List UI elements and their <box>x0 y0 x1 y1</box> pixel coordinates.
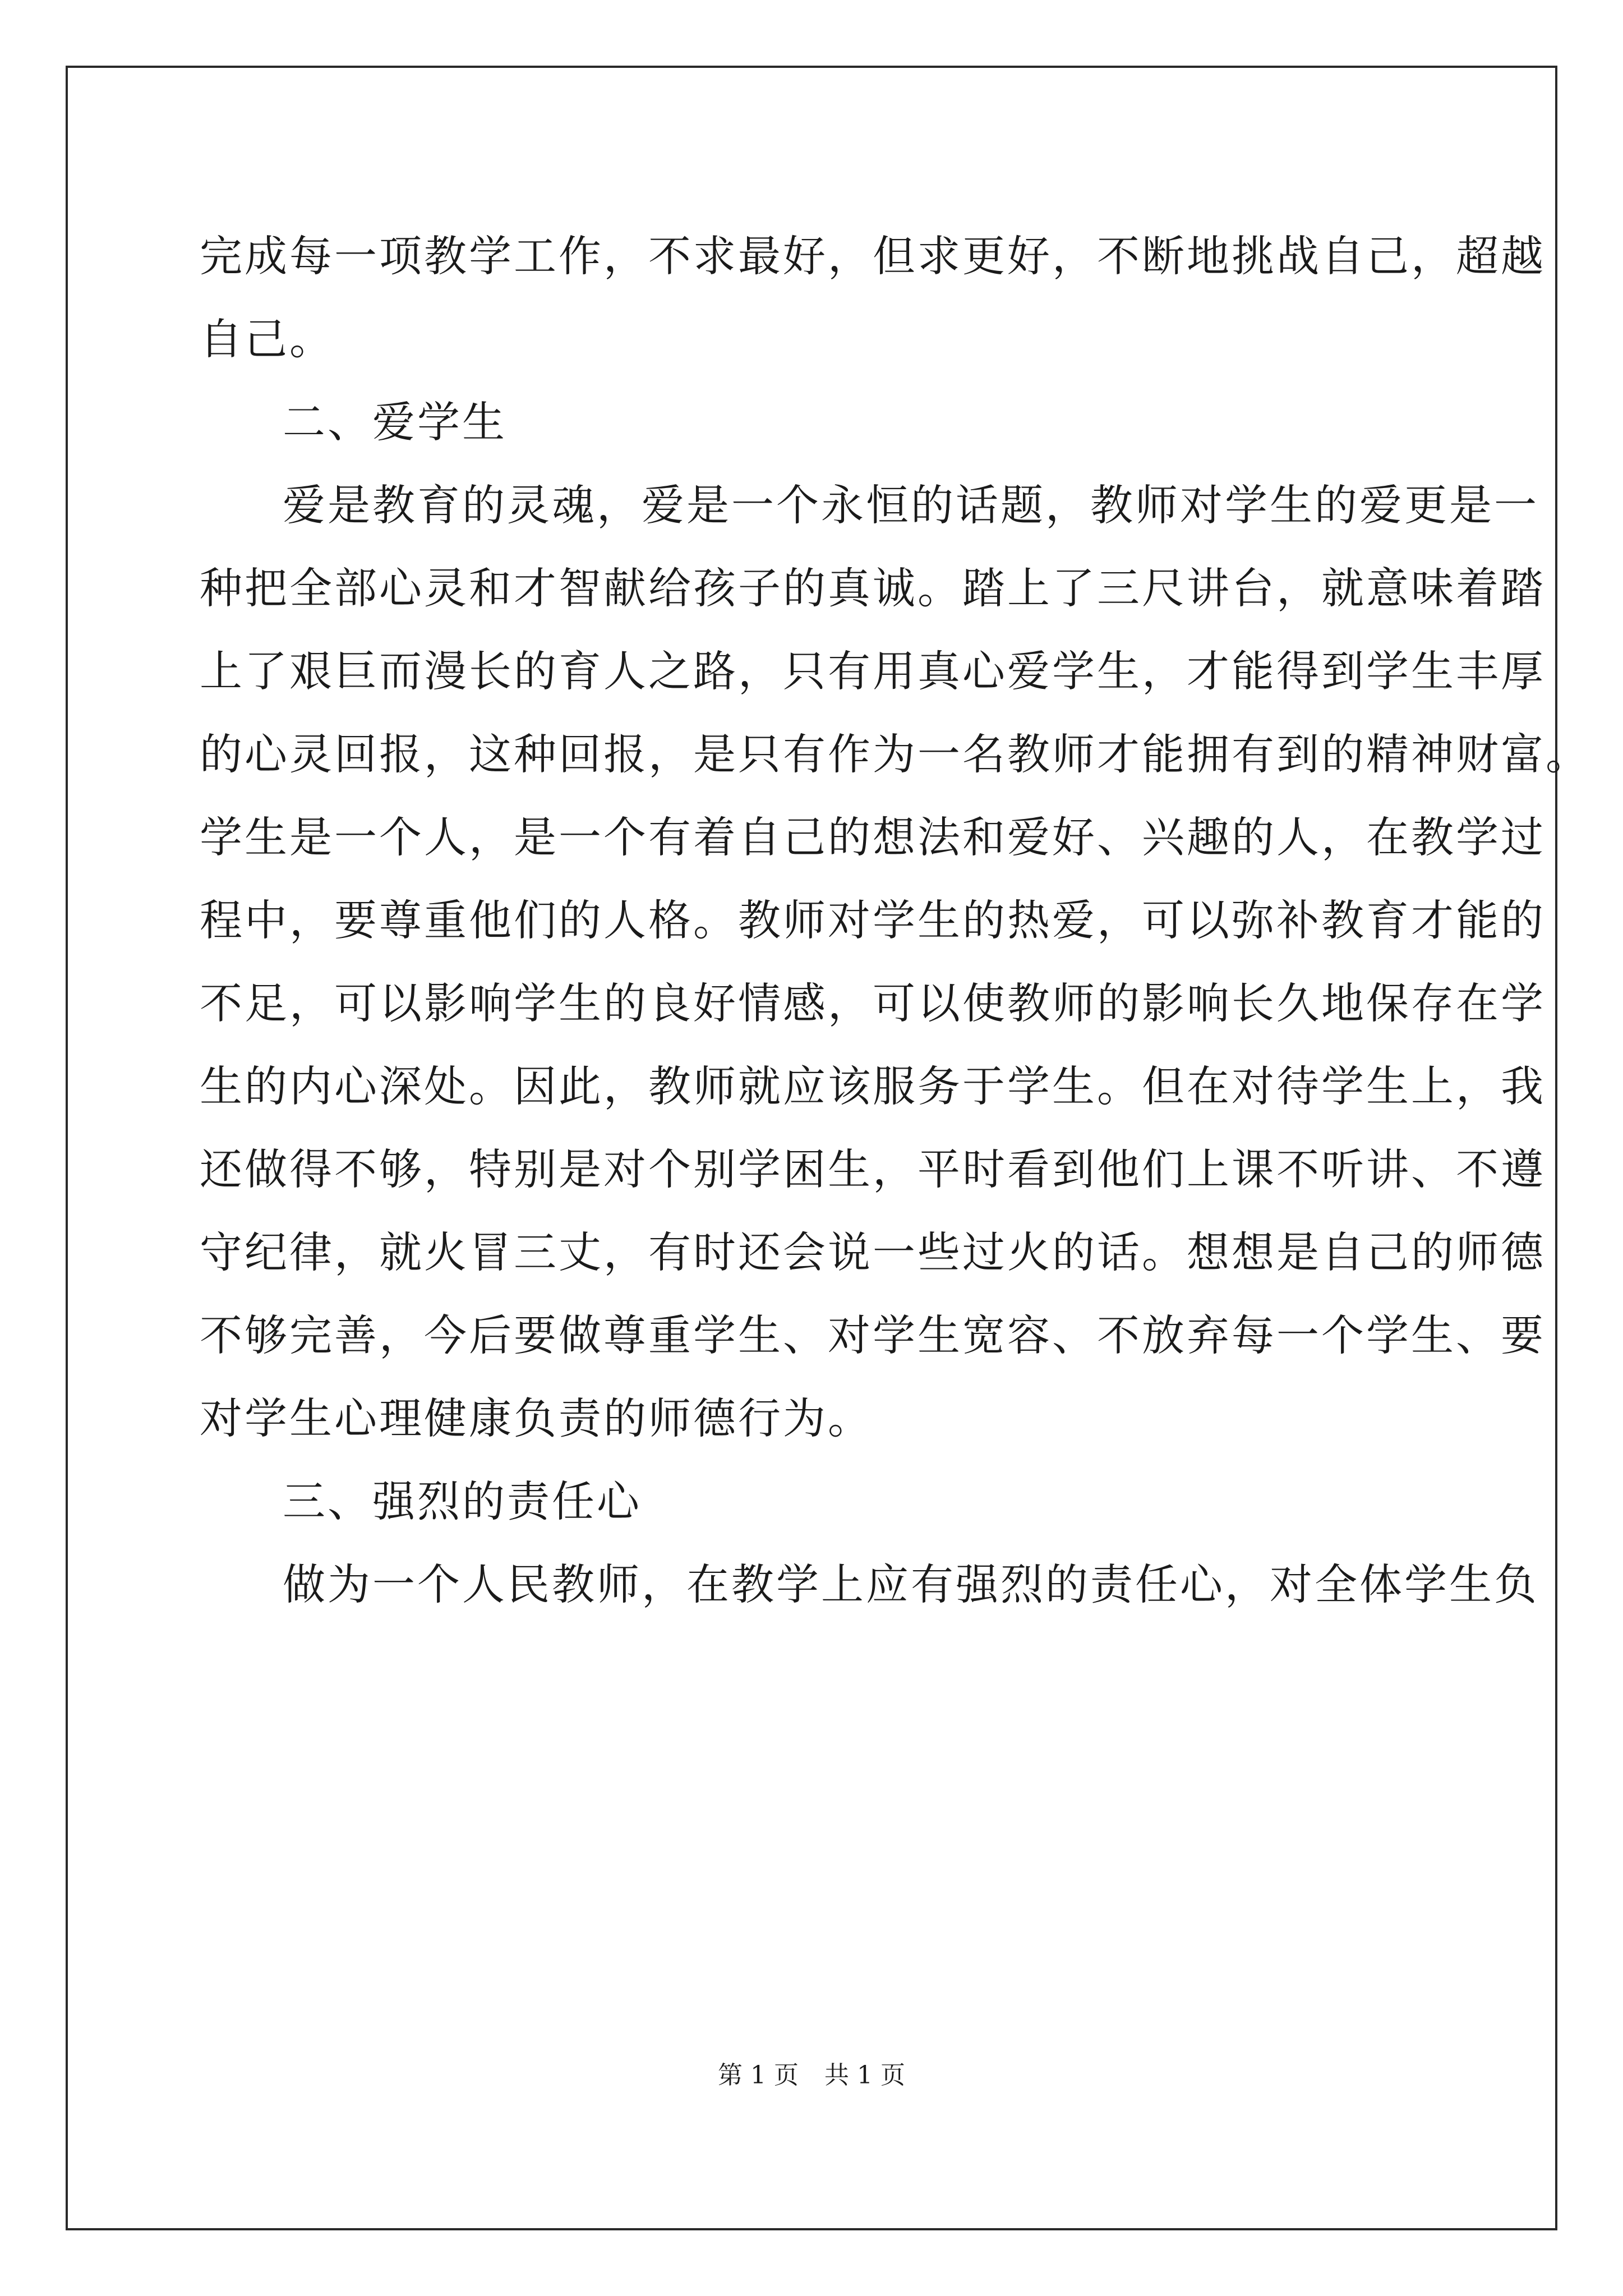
section-heading: 三、强烈的责任心 <box>283 1476 642 1526</box>
text-line: 守纪律，就火冒三丈，有时还会说一些过火的话。想想是自己的师德 <box>200 1227 1546 1277</box>
text-line: 种把全部心灵和才智献给孩子的真诚。踏上了三尺讲台，就意味着踏 <box>200 563 1546 613</box>
text-line: 的心灵回报，这种回报，是只有作为一名教师才能拥有到的精神财富。 <box>200 729 1590 779</box>
page-footer <box>0 2059 1623 2092</box>
text-line: 不足，可以影响学生的良好情感，可以使教师的影响长久地保存在学 <box>200 978 1546 1028</box>
text-line: 上了艰巨而漫长的育人之路，只有用真心爱学生，才能得到学生丰厚 <box>200 646 1546 696</box>
text-line: 程中，要尊重他们的人格。教师对学生的热爱，可以弥补教育才能的 <box>200 895 1546 945</box>
page-number: 第 1 页 <box>718 2061 799 2090</box>
page-total: 共 1 页 <box>824 2061 905 2090</box>
text-line: 不够完善，今后要做尊重学生、对学生宽容、不放弃每一个学生、要 <box>200 1310 1546 1360</box>
text-line: 生的内心深处。因此，教师就应该服务于学生。但在对待学生上，我 <box>200 1061 1546 1111</box>
text-line: 还做得不够，特别是对个别学困生，平时看到他们上课不听讲、不遵 <box>200 1144 1546 1194</box>
text-line: 对学生心理健康负责的师德行为。 <box>200 1393 873 1443</box>
section-heading: 二、爱学生 <box>283 397 507 447</box>
text-line: 自己。 <box>200 314 334 364</box>
document-body <box>200 215 1590 1626</box>
text-line: 爱是教育的灵魂，爱是一个永恒的话题，教师对学生的爱更是一 <box>283 480 1539 530</box>
text-line: 做为一个人民教师，在教学上应有强烈的责任心，对全体学生负 <box>283 1559 1539 1609</box>
text-line: 完成每一项教学工作，不求最好，但求更好，不断地挑战自己，超越 <box>200 231 1546 281</box>
text-line: 学生是一个人，是一个有着自己的想法和爱好、兴趣的人，在教学过 <box>200 812 1546 862</box>
